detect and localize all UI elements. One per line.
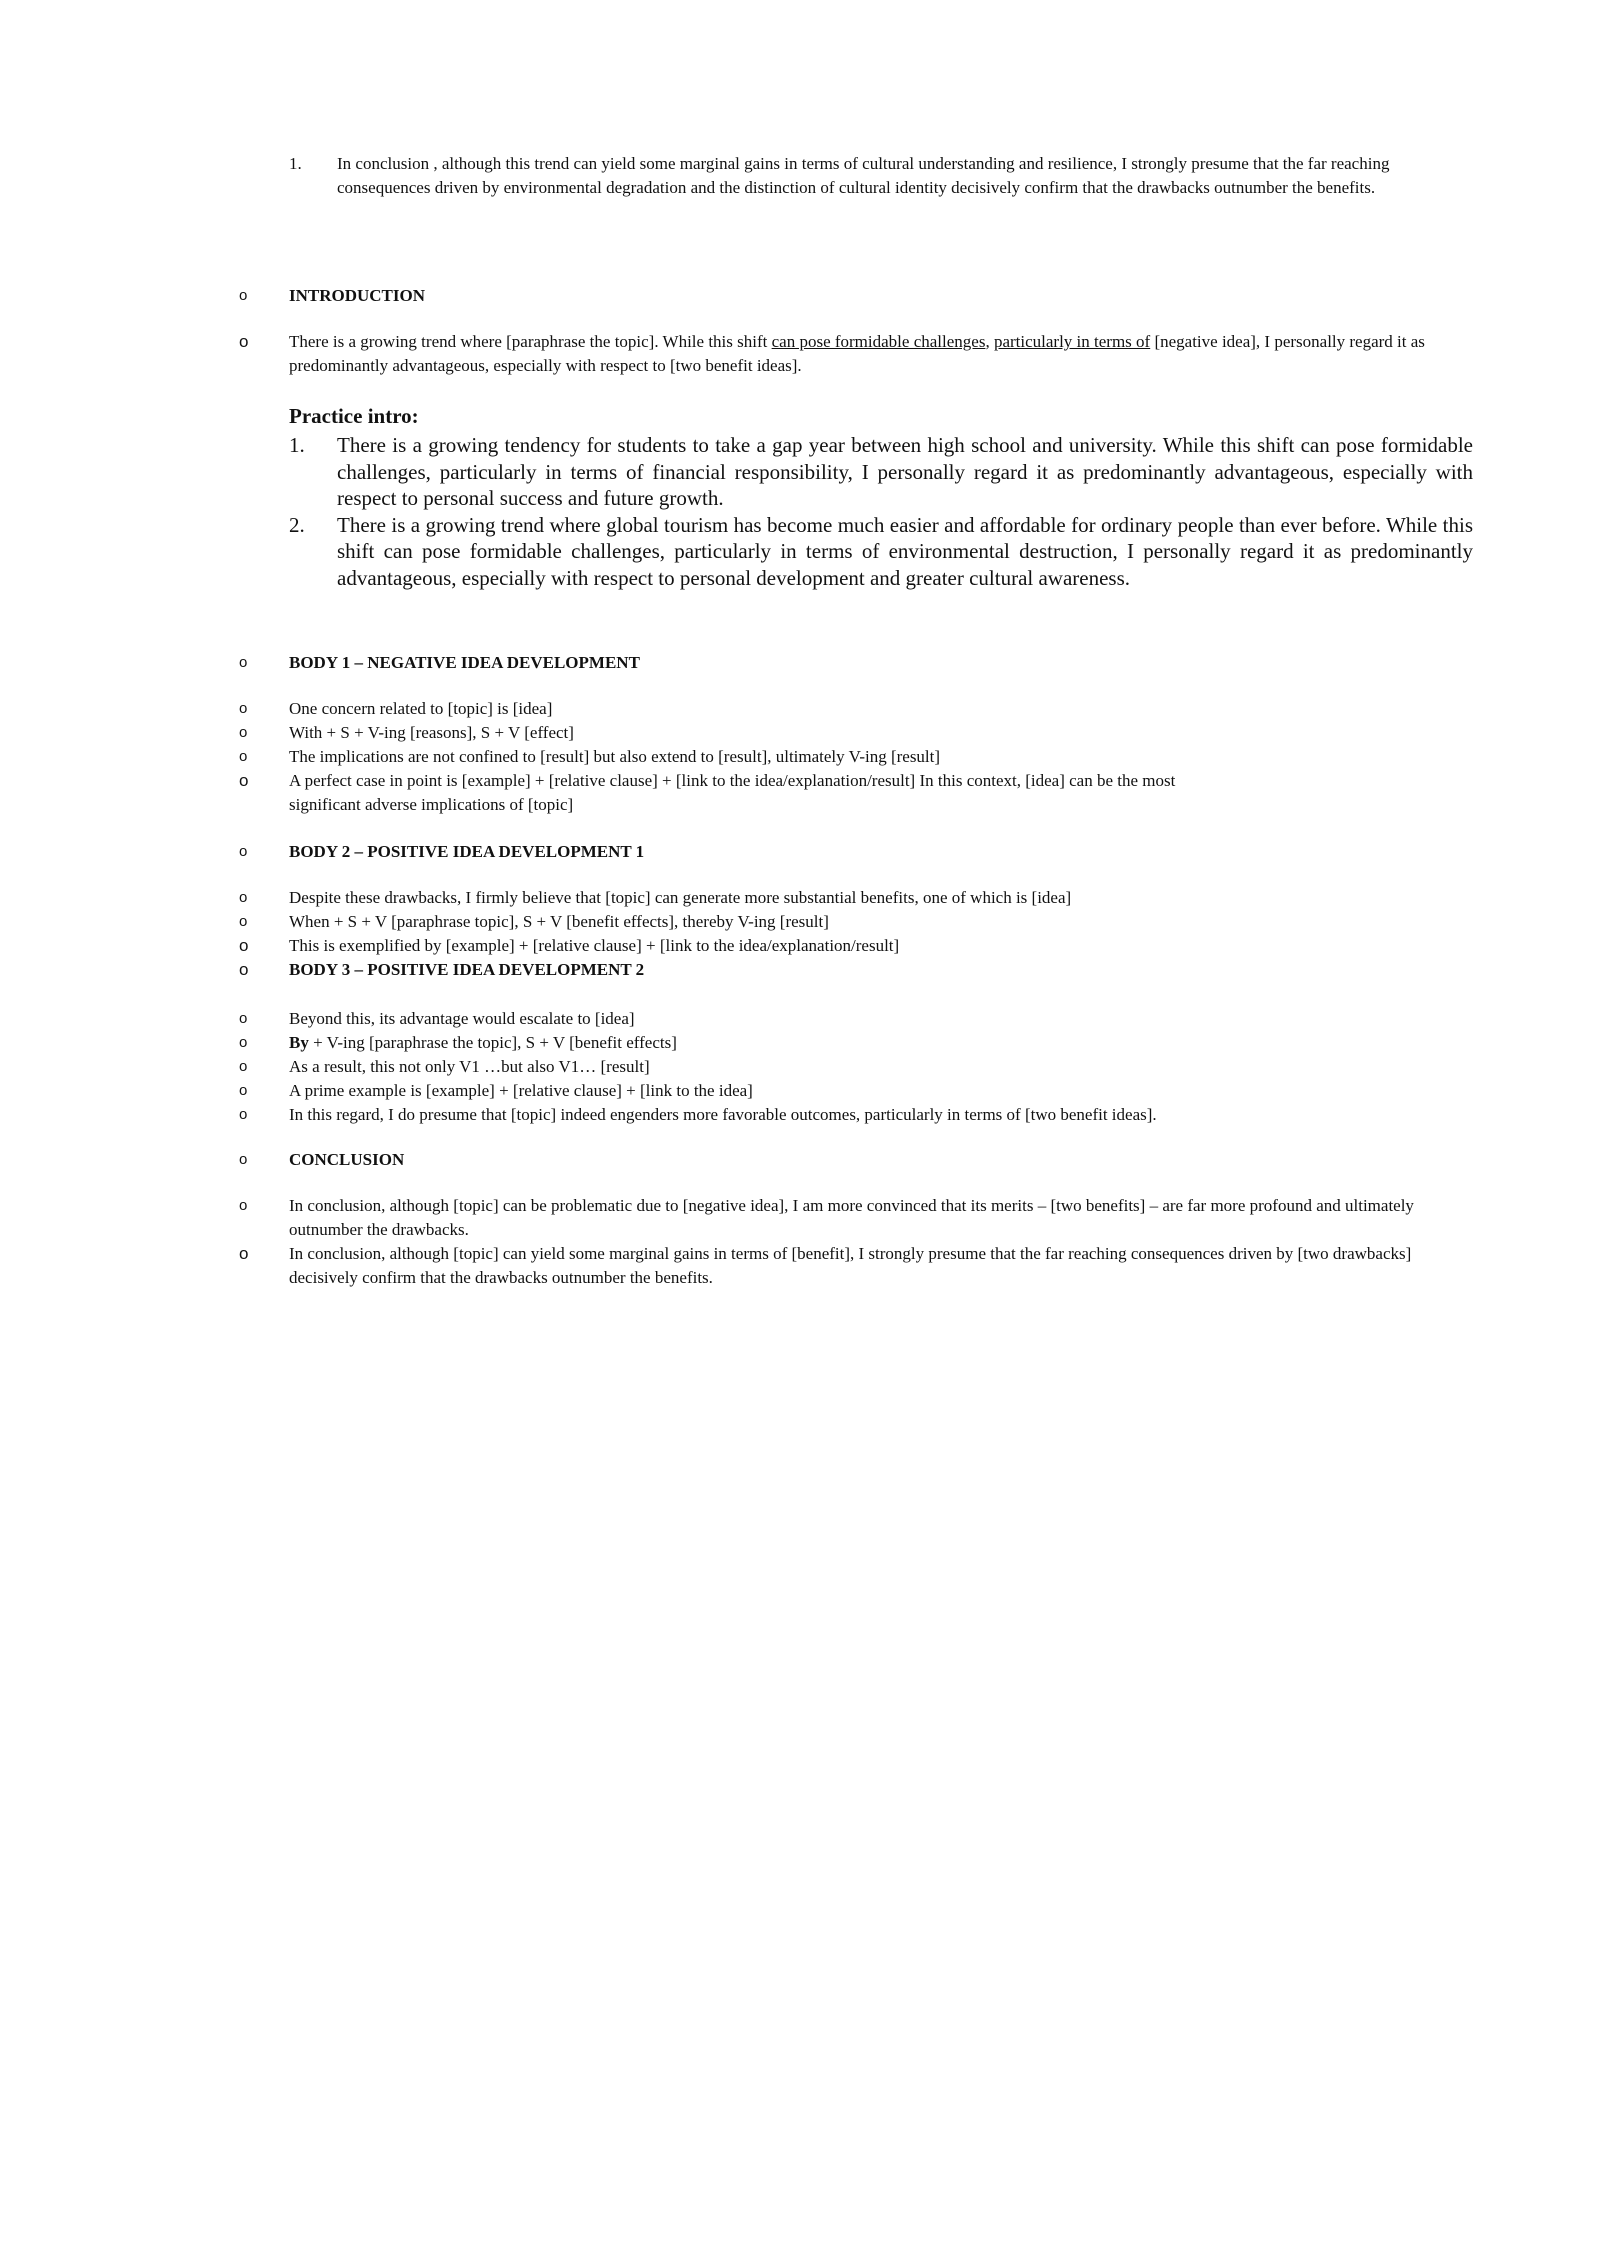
list-number: 2. — [289, 512, 305, 537]
template-text-part: There is a growing trend where [paraphrase the topic]. While this shift — [289, 332, 772, 351]
section-heading: INTRODUCTION — [289, 286, 426, 305]
bullet-marker: o — [239, 1010, 248, 1027]
list-item — [0, 910, 1600, 934]
list-item — [0, 1007, 1600, 1031]
list-item — [0, 721, 1600, 745]
template-text-part: , — [985, 332, 994, 351]
template-text-part: [negative idea], I personally regard it as predominantly advantageous, especially with respect to [two benefit ideas]. — [289, 332, 1425, 375]
introduction-template — [0, 330, 1600, 378]
practice-item — [0, 512, 1600, 592]
list-item-text — [289, 1031, 1473, 1055]
list-item-text-rest: + V-ing [paraphrase the topic], S + V [benefit effects] — [308, 1033, 677, 1052]
list-number: 1. — [289, 433, 305, 457]
list-number: 1. — [289, 154, 302, 173]
section-heading: CONCLUSION — [289, 1150, 405, 1169]
bullet-marker: o — [239, 748, 248, 765]
list-item — [0, 1031, 1600, 1055]
section-heading: BODY 3 – POSITIVE IDEA DEVELOPMENT 2 — [289, 960, 645, 979]
body1-section — [0, 651, 1600, 675]
list-item — [0, 745, 1600, 769]
list-item — [0, 886, 1600, 910]
list-item-text: One concern related to [topic] is [idea] — [289, 699, 553, 718]
bullet-marker: o — [239, 287, 248, 304]
practice-item-text: There is a growing trend where global tourism has become much easier and affordable for ordinary people than ever before. While this shift can pose formidable challenges, particularly in terms of environmental destruction, I personally regard it as predominantly advantageous, especially with respect to personal development and greater cultural awareness. — [337, 512, 1473, 590]
section-heading: BODY 1 – NEGATIVE IDEA DEVELOPMENT — [289, 653, 640, 672]
bullet-marker: o — [239, 960, 249, 979]
list-item-text: In conclusion, although [topic] can be problematic due to [negative idea], I am more convinced that its merits – [two benefits] – are far more profound and ultimately outnumber the drawbacks. — [289, 1196, 1414, 1239]
body3-lines — [0, 1007, 1600, 1127]
list-item-text: Beyond this, its advantage would escalate to [idea] — [289, 1009, 635, 1028]
bullet-marker: o — [239, 332, 249, 351]
list-item-text: A perfect case in point is [example] + [relative clause] + [link to the idea/explanation/result] In this context, [idea] can be the most significant adverse implications of [topic] — [289, 771, 1176, 814]
body1-lines — [0, 697, 1600, 817]
practice-item-text: There is a growing tendency for students to take a gap year between high school and university. While this shift can pose formidable challenges, particularly in terms of financial responsibility, I personally regard it as predominantly advantageous, especially with respect to personal success and future growth. — [337, 433, 1473, 510]
conclusion-section — [0, 1148, 1600, 1172]
template-text — [289, 330, 1473, 378]
list-item — [0, 1103, 1600, 1127]
list-item-text: When + S + V [paraphrase topic], S + V [benefit effects], thereby V-ing [result] — [289, 912, 829, 931]
bold-word: By — [289, 1033, 309, 1052]
practice-intro — [0, 403, 1600, 591]
list-item — [0, 1194, 1600, 1242]
body2-section — [0, 840, 1600, 864]
list-item-text: This is exemplified by [example] + [relative clause] + [link to the idea/explanation/result] — [289, 936, 900, 955]
top-conclusion-item — [0, 152, 1600, 200]
practice-item — [0, 432, 1600, 512]
list-item-text: As a result, this not only V1 …but also V1… [result] — [289, 1057, 650, 1076]
bullet-marker: o — [239, 654, 248, 671]
list-item-text: With + S + V-ing [reasons], S + V [effect] — [289, 723, 574, 742]
list-item-text: The implications are not confined to [result] but also extend to [result], ultimately V-ing [result] — [289, 747, 941, 766]
bullet-marker: o — [239, 1034, 248, 1051]
bullet-marker: o — [239, 771, 249, 790]
list-item-text: In conclusion , although this trend can yield some marginal gains in terms of cultural understanding and resilience, I strongly presume that the far reaching consequences driven by environmental degradation and the distinction of cultural identity decisively confirm that the drawbacks outnumber the benefits. — [337, 154, 1390, 197]
bullet-marker: o — [239, 700, 248, 717]
bullet-marker: o — [239, 1197, 248, 1214]
list-item-text: In this regard, I do presume that [topic] indeed engenders more favorable outcomes, particularly in terms of [two benefit ideas]. — [289, 1105, 1157, 1124]
underlined-phrase: can pose formidable challenges — [771, 332, 986, 351]
bullet-marker: o — [239, 889, 248, 906]
list-item — [0, 1079, 1600, 1103]
body2-lines — [0, 886, 1600, 982]
practice-title: Practice intro: — [289, 404, 419, 428]
bullet-marker: o — [239, 1151, 248, 1168]
underlined-phrase: particularly in terms of — [993, 332, 1151, 351]
list-item — [0, 697, 1600, 721]
list-item — [0, 769, 1600, 817]
list-item — [0, 934, 1600, 958]
list-item — [0, 1242, 1600, 1290]
bullet-marker: o — [239, 1082, 248, 1099]
bullet-marker: o — [239, 913, 248, 930]
bullet-marker: o — [239, 843, 248, 860]
introduction-section — [0, 284, 1600, 308]
list-item-text: Despite these drawbacks, I firmly believe that [topic] can generate more substantial benefits, one of which is [idea] — [289, 888, 1072, 907]
bullet-marker: o — [239, 1106, 248, 1123]
bullet-marker: o — [239, 1058, 248, 1075]
list-item — [0, 1055, 1600, 1079]
section-heading: BODY 2 – POSITIVE IDEA DEVELOPMENT 1 — [289, 842, 645, 861]
bullet-marker: o — [239, 936, 249, 955]
bullet-marker: o — [239, 1244, 249, 1263]
body3-heading-row — [0, 958, 1600, 982]
conclusion-lines — [0, 1194, 1600, 1290]
list-item-text: In conclusion, although [topic] can yield some marginal gains in terms of [benefit], I strongly presume that the far reaching consequences driven by [two drawbacks] decisively confirm that the drawbacks outnumber the benefits. — [289, 1244, 1412, 1287]
list-item-text: A prime example is [example] + [relative clause] + [link to the idea] — [289, 1081, 753, 1100]
bullet-marker: o — [239, 724, 248, 741]
